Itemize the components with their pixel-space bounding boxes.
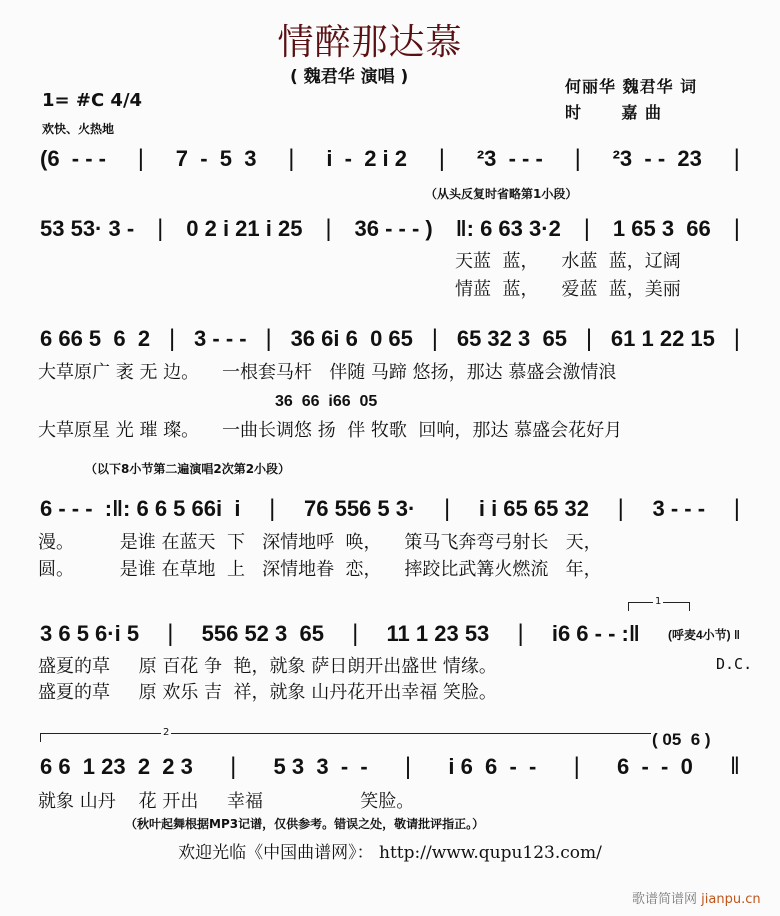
measure: 3 6 5 6·i 5: [40, 621, 140, 646]
measure: 1 65 3 66: [612, 216, 711, 241]
measure: 5 3 3 - -: [273, 754, 368, 779]
barline: |: [288, 145, 295, 172]
song-title: 情醉那达慕: [277, 22, 463, 63]
measure: 6 - - - :‖: 6 6 5 66i i: [40, 496, 241, 521]
barline: |: [438, 145, 446, 172]
measure: 556 52 3 65: [201, 621, 324, 646]
lyrics-verse-1: 盛夏的草 原 百花 争 艳，就象 萨日朗开出盛世 情缘。: [38, 656, 497, 677]
measure: 65 32 3 65: [456, 326, 567, 351]
barline: |: [157, 215, 164, 242]
notation-row-2: [40, 215, 740, 243]
final-barline: ‖: [730, 753, 740, 780]
measure: 36 - - - ): [354, 216, 433, 241]
measure: 11 1 23 53: [386, 621, 490, 646]
barline: |: [583, 215, 590, 242]
measure: 6 - - 0: [617, 754, 693, 779]
measure: ²3 - - 23: [612, 146, 702, 171]
notation-row-4: [40, 495, 740, 523]
lyrics-verse-1: 大草原广 袤 无 边。 一根套马杆 伴随 马蹄 悠扬，那达 慕盛会激情浪: [38, 362, 617, 383]
tempo-marking: 欢快、火热地: [42, 122, 115, 136]
humming-note: (呼麦4小节) ‖: [667, 627, 740, 642]
measure: 3 - - -: [652, 496, 706, 521]
repeat-note: （从头反复时省略第1小段）: [425, 187, 578, 201]
measure: i6 6 - - :‖: [551, 621, 640, 646]
lyrics-verse-2: 大草原星 光 璀 璨。 一曲长调悠 扬 伴 牧歌 回响，那达 慕盛会花好月: [38, 420, 623, 441]
barline: |: [431, 325, 438, 352]
notation-row-6: [40, 753, 740, 781]
website-credit: 欢迎光临《中国曲谱网》： http://www.qupu123.com/: [178, 843, 602, 863]
lyrics-verse-1: 天蓝 蓝， 水蓝 蓝，辽阔: [455, 251, 681, 272]
barline: |: [325, 215, 332, 242]
barline: |: [733, 145, 740, 172]
notation-row-1: [40, 145, 740, 173]
da-capo-marking: D.C.: [716, 655, 753, 673]
measure: i 6 6 - -: [448, 754, 537, 779]
barline: |: [265, 325, 272, 352]
watermark: 歌谱简谱网 jianpu.cn: [632, 892, 761, 907]
lyricist: 何丽华 魏君华 词: [565, 77, 698, 96]
measure: 6 66 5 6 2: [40, 326, 151, 351]
barline: |: [573, 753, 580, 780]
measure: 7 - 5 3: [175, 146, 257, 171]
barline: |: [585, 325, 593, 352]
barline: |: [517, 620, 524, 647]
measure: i - 2 i 2: [326, 146, 408, 171]
measure: 76 556 5 3·: [304, 496, 416, 521]
lyrics-verse-2: 圆。 是谁 在草地 上 深情地眷 恋， 摔跤比武篝火燃流 年，: [38, 559, 602, 580]
measure: 61 1 22 15: [610, 326, 715, 351]
barline: |: [352, 620, 359, 647]
singer: ( 魏君华 演唱 ): [290, 67, 409, 87]
barline: |: [230, 753, 237, 780]
barline: |: [269, 495, 276, 522]
notation-row-5: [40, 620, 740, 648]
measure: 36 6i 6 0 65: [290, 326, 413, 351]
barline: |: [617, 495, 624, 522]
barline: |: [168, 325, 176, 352]
disclaimer: （秋叶起舞根据MP3记谱，仅供参考。错误之处，敬请批评指正。）: [125, 817, 485, 831]
barline: |: [733, 495, 740, 522]
lyrics-verse-1: 漫。 是谁 在蓝天 下 深情地呼 唤， 策马飞奔弯弓射长 天，: [38, 532, 602, 553]
lyrics: 就象 山丹 花 开出 幸福 笑脸。: [38, 791, 415, 812]
barline: |: [574, 145, 581, 172]
barline: |: [443, 495, 451, 522]
measure: ‖: 6 63 3·2: [455, 216, 561, 241]
volta-bracket-2: 2: [40, 733, 651, 742]
barline: |: [404, 753, 412, 780]
measure: 3 - - -: [194, 326, 247, 351]
alternate-notes: 36 66 i66 05: [275, 393, 378, 410]
measure: 6 6 1 23 2 2 3: [40, 754, 193, 779]
volta-bracket-1: 1: [628, 602, 690, 611]
notation-row-3: [40, 325, 740, 353]
repeat-note: （以下8小节第二遍演唱2次第2小段）: [85, 462, 291, 476]
composer: 时 嘉 曲: [565, 103, 662, 122]
lyrics-verse-2: 盛夏的草 原 欢乐 吉 祥，就象 山丹花开出幸福 笑脸。: [38, 682, 497, 703]
lyrics-verse-2: 情蓝 蓝， 爱蓝 蓝，美丽: [455, 279, 681, 300]
key-signature: 1= #C 4/4: [42, 90, 143, 111]
measure: 0 2 i 21 i 25: [186, 216, 303, 241]
measure: 53 53· 3 -: [40, 216, 135, 241]
barline: |: [733, 215, 740, 242]
barline: |: [167, 620, 174, 647]
barline: |: [733, 325, 740, 352]
measure: i i 65 65 32: [478, 496, 589, 521]
pickup-notes: ( 05 6 ): [652, 730, 711, 749]
barline: |: [137, 145, 145, 172]
measure: ²3 - - -: [476, 146, 543, 171]
measure: (6 - - -: [40, 146, 106, 171]
